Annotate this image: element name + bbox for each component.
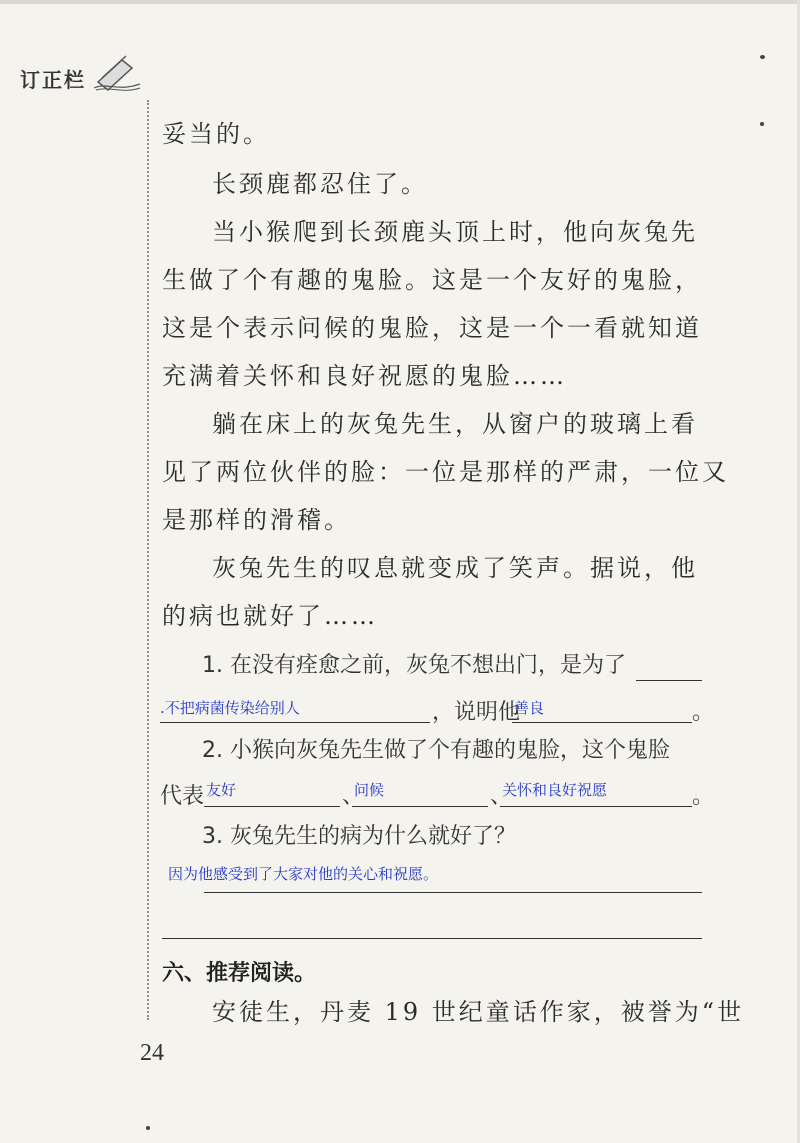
q2-end: 。 — [692, 784, 715, 809]
q2-blank-c[interactable] — [500, 806, 692, 807]
q1-blank-a-tail — [636, 680, 702, 681]
scan-speck — [146, 1126, 150, 1130]
pencil-icon — [92, 52, 142, 92]
passage-line-10: 灰兔先生的叹息就变成了笑声。据说，他 — [212, 554, 698, 582]
passage-line-5: 这是个表示问候的鬼脸，这是一个一看就知道 — [162, 314, 702, 342]
q1-mid-text: ，说明他 — [432, 700, 521, 725]
passage-line-7: 躺在床上的灰兔先生，从窗户的玻璃上看 — [212, 410, 698, 438]
q1-blank-b[interactable] — [512, 722, 692, 723]
passage-line-2: 长颈鹿都忍住了。 — [212, 170, 428, 198]
q3-answer-line-1[interactable] — [204, 892, 702, 893]
passage-line-4: 生做了个有趣的鬼脸。这是一个友好的鬼脸， — [162, 266, 702, 294]
q1-answer-b: 善良 — [514, 699, 545, 717]
q1-end: 。 — [692, 700, 715, 725]
q3-answer-line-2[interactable] — [162, 938, 702, 939]
q1-blank-a[interactable] — [160, 722, 430, 723]
q2-blank-b[interactable] — [352, 806, 488, 807]
question-2-text: 2. 小猴向灰兔先生做了个有趣的鬼脸，这个鬼脸 — [202, 738, 670, 763]
q2-blank-a[interactable] — [204, 806, 340, 807]
scan-speck — [760, 55, 765, 59]
passage-line-11: 的病也就好了…… — [162, 602, 378, 630]
q1-answer-a: .不把病菌传染给别人 — [160, 699, 300, 717]
q2-answer-b: 问候 — [354, 781, 385, 799]
section-intro: 安徒生，丹麦 19 世纪童话作家，被誉为“世 — [212, 998, 745, 1026]
q2-sep-2: 、 — [490, 784, 513, 809]
passage-line-9: 是那样的滑稽。 — [162, 506, 351, 534]
margin-dotted-line — [147, 100, 149, 1020]
q2-prefix: 代表 — [160, 784, 205, 809]
passage-line-6: 充满着关怀和良好祝愿的鬼脸…… — [162, 362, 567, 390]
passage-line-8: 见了两位伙伴的脸：一位是那样的严肃，一位又 — [162, 458, 729, 486]
question-3-text: 3. 灰兔先生的病为什么就好了？ — [202, 824, 516, 849]
q2-answer-c: 关怀和良好祝愿 — [502, 781, 608, 799]
question-1-text: 1. 在没有痊愈之前，灰兔不想出门，是为了 — [202, 653, 626, 678]
q3-answer: 因为他感受到了大家对他的关心和祝愿。 — [168, 865, 439, 883]
q2-sep-1: 、 — [342, 784, 365, 809]
q2-answer-a: 友好 — [206, 781, 237, 799]
passage-line-1: 妥当的。 — [162, 120, 270, 148]
scan-speck — [760, 122, 764, 126]
correction-column-label: 订正栏 — [20, 68, 86, 92]
page-edge — [0, 0, 800, 4]
passage-line-3: 当小猴爬到长颈鹿头顶上时，他向灰兔先 — [212, 218, 698, 246]
page-number: 24 — [140, 1040, 164, 1066]
section-title: 六、推荐阅读。 — [162, 961, 317, 986]
